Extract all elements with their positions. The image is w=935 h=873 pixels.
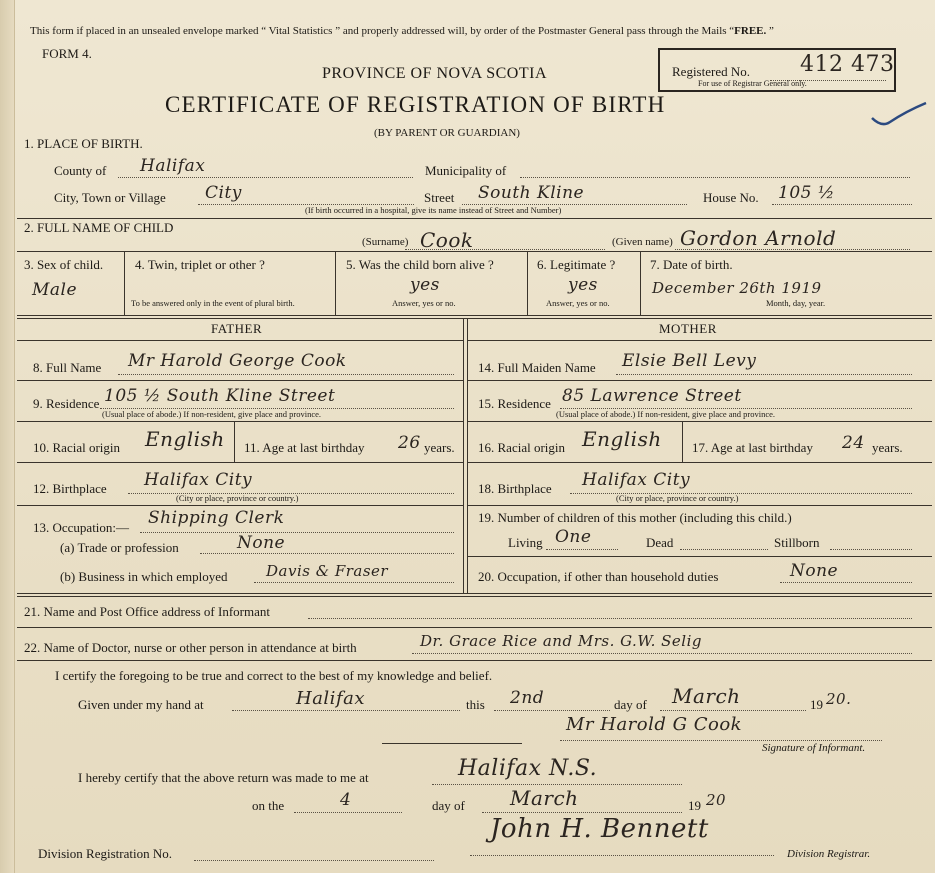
this-label: this: [466, 697, 485, 712]
father-age-value: 26: [398, 433, 421, 453]
father-age-label: 11. Age at last birthday: [244, 440, 365, 455]
certify-statement: I certify the foregoing to be true and correct to the best of my knowledge and belief.: [55, 668, 493, 683]
father-racial-label: 10. Racial origin: [33, 440, 121, 455]
city-label: City, Town or Village: [54, 190, 166, 205]
sex-label: 3. Sex of child.: [24, 257, 104, 272]
father-birthplace-value: Halifax City: [144, 470, 253, 490]
registration-box: [658, 48, 896, 92]
county-label: County of: [54, 163, 107, 178]
form-number: FORM 4.: [42, 46, 92, 61]
year-prefix: 19: [810, 697, 823, 712]
sex-value: Male: [32, 280, 78, 300]
father-name-value: Mr Harold George Cook: [128, 351, 347, 371]
mother-birthplace-label: 18. Birthplace: [478, 481, 552, 496]
father-business-value: Davis & Fraser: [266, 562, 389, 580]
living-label: Living: [508, 535, 543, 550]
doctor-value: Dr. Grace Rice and Mrs. G.W. Selig: [420, 632, 702, 650]
mailing-notice-text: This form if placed in an unsealed envelope marked “ Vital Statistics ” and properly addressed will, by order of the Postmaster General pass through the Mails “: [30, 25, 735, 37]
informant-label: 21. Name and Post Office address of Informant: [24, 604, 270, 619]
living-value: One: [555, 527, 592, 547]
given-place-value: Halifax: [296, 688, 365, 709]
mother-occupation-label: 20. Occupation, if other than household duties: [478, 569, 719, 584]
division-registration-label: Division Registration No.: [38, 846, 172, 861]
on-day-of-label: day of: [432, 798, 465, 813]
mother-racial-value: English: [582, 427, 662, 451]
mother-name-value: Elsie Bell Levy: [622, 351, 757, 371]
mother-residence-note: (Usual place of abode.) If non-resident, give place and province.: [556, 409, 776, 419]
surname-value: Cook: [420, 228, 474, 252]
on-year-value: 20: [706, 791, 727, 809]
mother-age-label: 17. Age at last birthday: [692, 440, 813, 455]
born-alive-note: Answer, yes or no.: [392, 298, 456, 308]
house-value: 105 ½: [778, 183, 835, 203]
father-residence-label: 9. Residence: [33, 396, 100, 411]
page-edge: [0, 0, 15, 873]
on-the-label: on the: [252, 798, 285, 813]
mother-birthplace-note: (City or place, province or country.): [616, 493, 739, 503]
mother-years-label: years.: [872, 440, 903, 455]
mother-residence-value: 85 Lawrence Street: [562, 386, 742, 406]
place-section-title: 1. PLACE OF BIRTH.: [24, 136, 143, 151]
informant-signature-caption: Signature of Informant.: [762, 742, 866, 754]
father-heading: FATHER: [211, 321, 263, 336]
mother-occupation-value: None: [790, 561, 839, 581]
mother-name-label: 14. Full Maiden Name: [478, 360, 596, 375]
check-mark-icon: [868, 100, 930, 130]
father-name-label: 8. Full Name: [33, 360, 102, 375]
legitimate-label: 6. Legitimate ?: [537, 257, 616, 272]
birth-date-value: December 26th 1919: [652, 279, 822, 297]
dead-label: Dead: [646, 535, 674, 550]
father-occupation-label: 13. Occupation:—: [33, 520, 130, 535]
mother-heading: MOTHER: [659, 321, 717, 336]
father-trade-label: (a) Trade or profession: [60, 540, 179, 555]
day-of-label: day of: [614, 697, 647, 712]
registrar-signature: John H. Bennett: [490, 814, 709, 844]
county-value: Halifax: [140, 156, 206, 176]
mother-birthplace-value: Halifax City: [582, 470, 691, 490]
month-value: March: [672, 684, 741, 708]
year-value: 20.: [826, 690, 852, 708]
province-heading: PROVINCE OF NOVA SCOTIA: [322, 65, 548, 82]
mother-residence-label: 15. Residence: [478, 396, 551, 411]
registrar-use-note: For use of Registrar General only.: [698, 79, 807, 88]
mother-age-value: 24: [842, 433, 865, 453]
page-title: CERTIFICATE OF REGISTRATION OF BIRTH: [165, 92, 666, 117]
given-under-label: Given under my hand at: [78, 697, 204, 712]
mother-racial-label: 16. Racial origin: [478, 440, 566, 455]
hospital-note: (If birth occurred in a hospital, give its name instead of Street and Number): [305, 205, 562, 215]
return-place-value: Halifax N.S.: [458, 756, 598, 781]
father-years-label: years.: [424, 440, 455, 455]
born-alive-value: yes: [410, 275, 440, 295]
given-name-value: Gordon Arnold: [680, 226, 837, 250]
mailing-notice-end: ”: [766, 25, 774, 37]
twin-label: 4. Twin, triplet or other ?: [135, 257, 265, 272]
child-section-title: 2. FULL NAME OF CHILD: [24, 220, 174, 235]
twin-note: To be answered only in the event of plural birth.: [131, 298, 295, 308]
on-day-value: 4: [340, 790, 352, 810]
street-value: South Kline: [478, 183, 585, 203]
father-racial-value: English: [145, 427, 225, 451]
on-month-value: March: [510, 786, 579, 810]
legitimate-value: yes: [568, 275, 598, 295]
municipality-label: Municipality of: [425, 163, 507, 178]
mailing-notice-free: FREE.: [734, 25, 767, 37]
on-year-prefix: 19: [688, 798, 701, 813]
surname-label: (Surname): [362, 236, 409, 248]
informant-signature: Mr Harold G Cook: [566, 714, 743, 735]
city-value: City: [205, 183, 242, 203]
father-birthplace-note: (City or place, province or country.): [176, 493, 299, 503]
mother-children-label: 19. Number of children of this mother (including this child.): [478, 510, 792, 525]
father-residence-note: (Usual place of abode.) If non-resident, give place and province.: [102, 409, 322, 419]
father-residence-value: 105 ½ South Kline Street: [104, 386, 336, 406]
day-value: 2nd: [510, 688, 545, 708]
street-label: Street: [424, 190, 455, 205]
birth-date-note: Month, day, year.: [766, 298, 826, 308]
return-label: I hereby certify that the above return was made to me at: [78, 770, 369, 785]
father-birthplace-label: 12. Birthplace: [33, 481, 107, 496]
born-alive-label: 5. Was the child born alive ?: [346, 257, 494, 272]
father-trade-value: None: [237, 533, 286, 553]
given-name-label: (Given name): [612, 236, 673, 248]
stillborn-label: Stillborn: [774, 535, 820, 550]
page-subtitle: (BY PARENT OR GUARDIAN): [374, 127, 520, 139]
registrar-caption: Division Registrar.: [787, 848, 871, 860]
registered-number: 412 473: [800, 52, 895, 77]
mailing-notice: [30, 25, 774, 37]
doctor-label: 22. Name of Doctor, nurse or other person in attendance at birth: [24, 640, 357, 655]
house-label: House No.: [703, 190, 759, 205]
father-occupation-value: Shipping Clerk: [148, 508, 285, 528]
registered-label: Registered No.: [672, 64, 750, 79]
birth-date-label: 7. Date of birth.: [650, 257, 733, 272]
legitimate-note: Answer, yes or no.: [546, 298, 610, 308]
father-business-label: (b) Business in which employed: [60, 569, 228, 584]
